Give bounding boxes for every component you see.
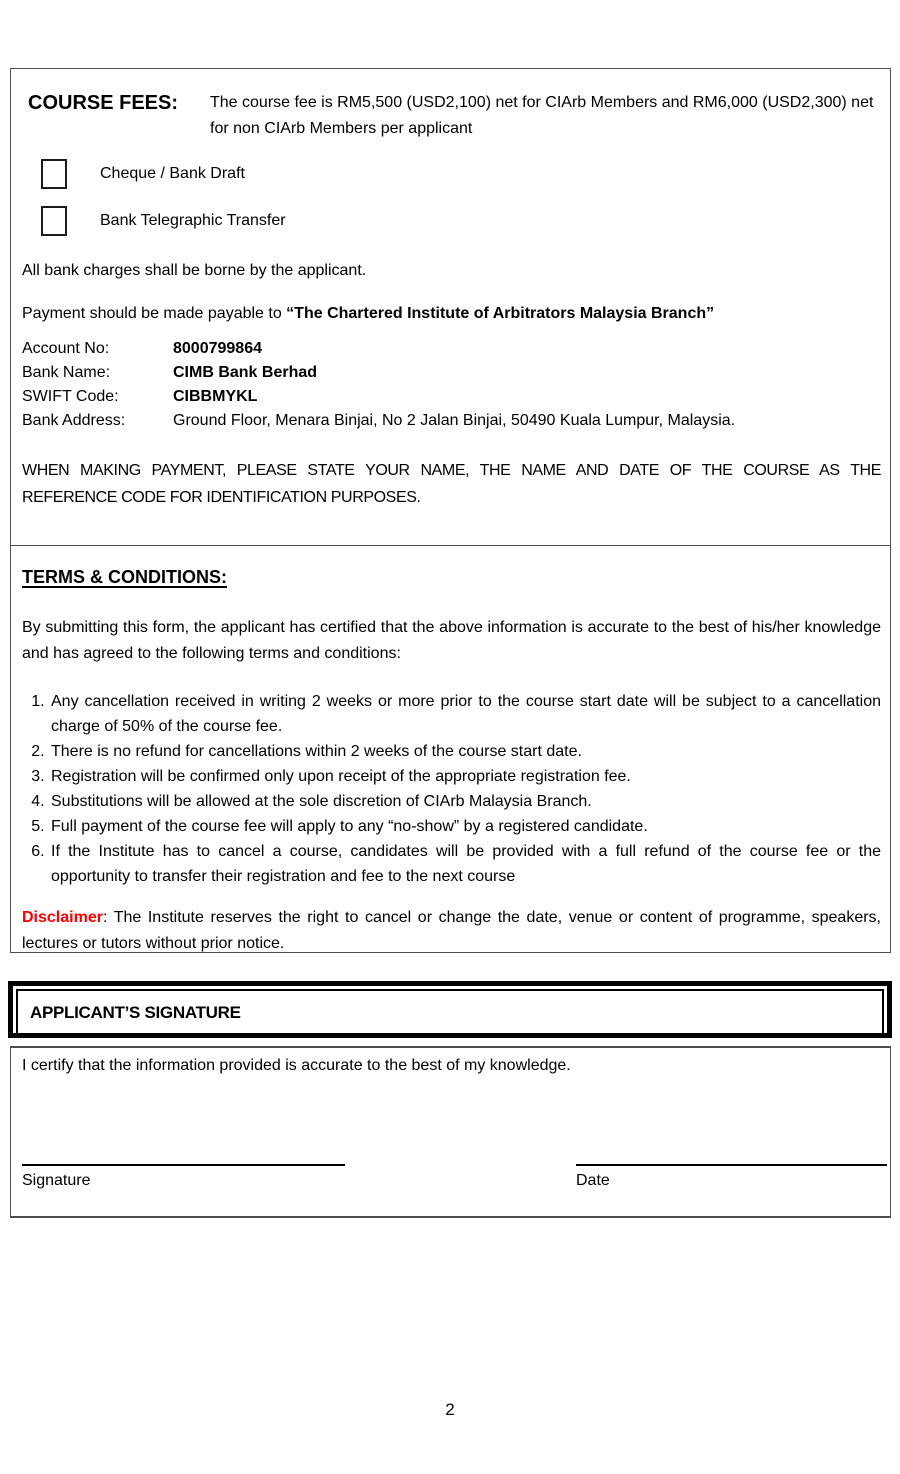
terms-heading: TERMS & CONDITIONS: xyxy=(22,567,227,587)
date-line[interactable] xyxy=(576,1164,887,1166)
payment-reference-note-line2: REFERENCE CODE FOR IDENTIFICATION PURPOSES. xyxy=(22,489,421,506)
swift-code-row xyxy=(22,385,881,409)
payment-reference-note xyxy=(22,457,881,511)
payable-prefix: Payment should be made payable to xyxy=(22,305,287,322)
account-number-value: 8000799864 xyxy=(173,340,262,357)
payment-reference-note-line1: WHEN MAKING PAYMENT, PLEASE STATE YOUR NAME, THE NAME AND DATE OF THE COURSE AS THE xyxy=(22,462,881,479)
payable-line xyxy=(22,302,881,326)
terms-item-5: 5. Full payment of the course fee will apply to any “no-show” by a registered candidate. xyxy=(49,814,881,839)
date-label: Date xyxy=(576,1172,610,1189)
payment-option-transfer xyxy=(41,206,881,236)
bank-charges-note: All bank charges shall be borne by the applicant. xyxy=(22,262,367,279)
terms-item-4: 4. Substitutions will be allowed at the sole discretion of CIArb Malaysia Branch. xyxy=(49,789,881,814)
bank-address-row xyxy=(22,409,881,433)
terms-intro: By submitting this form, the applicant has certified that the above information is accurate to the best of his/her knowledge and has agreed to the following terms and conditions: xyxy=(22,619,881,662)
terms-item-3: 3. Registration will be confirmed only upon receipt of the appropriate registration fee. xyxy=(49,764,881,789)
signature-line[interactable] xyxy=(22,1164,345,1166)
page-number: 2 xyxy=(445,1400,455,1419)
swift-code-value: CIBBMYKL xyxy=(173,388,258,405)
bank-telegraphic-transfer-checkbox[interactable] xyxy=(41,206,67,236)
disclaimer-text: : The Institute reserves the right to cancel or change the date, venue or content of programme, speakers, lectures or tutors without prior notice. xyxy=(22,909,881,952)
disclaimer-label: Disclaimer xyxy=(22,909,103,926)
terms-list xyxy=(22,689,881,889)
applicant-signature-header-inner xyxy=(16,989,884,1036)
course-fees-terms-box xyxy=(10,68,891,953)
terms-item-6: 6. If the Institute has to cancel a course, candidates will be provided with a full refund of the course fee or the opportunity to transfer their registration and fee to the next course xyxy=(49,839,881,889)
account-number-row xyxy=(22,337,881,361)
payment-option-cheque xyxy=(41,159,881,189)
account-number-label: Account No: xyxy=(22,340,110,357)
bank-address-value: Ground Floor, Menara Binjai, No 2 Jalan Binjai, 50490 Kuala Lumpur, Malaysia. xyxy=(173,412,736,429)
bank-telegraphic-transfer-label: Bank Telegraphic Transfer xyxy=(100,212,286,229)
bank-address-label: Bank Address: xyxy=(22,412,126,429)
bank-name-value: CIMB Bank Berhad xyxy=(173,364,318,381)
signature-label: Signature xyxy=(22,1172,91,1189)
bank-account-details xyxy=(22,337,881,433)
bank-name-label: Bank Name: xyxy=(22,364,111,381)
applicant-signature-header-box xyxy=(8,981,892,1038)
course-fees-header xyxy=(22,90,881,142)
signature-date-box xyxy=(10,1046,891,1218)
bank-name-row xyxy=(22,361,881,385)
cheque-bank-draft-checkbox[interactable] xyxy=(41,159,67,189)
terms-and-conditions-section xyxy=(11,545,890,957)
course-fees-description: The course fee is RM5,500 (USD2,100) net for CIArb Members and RM6,000 (USD2,300) net for non CIArb Members per applicant xyxy=(210,94,874,137)
applicant-signature-heading: APPLICANT’S SIGNATURE xyxy=(30,1002,241,1022)
disclaimer-paragraph xyxy=(22,905,881,957)
swift-code-label: SWIFT Code: xyxy=(22,388,119,405)
course-fees-heading: COURSE FEES: xyxy=(28,92,179,114)
cheque-bank-draft-label: Cheque / Bank Draft xyxy=(100,165,245,182)
terms-item-2: 2. There is no refund for cancellations within 2 weeks of the course start date. xyxy=(49,739,881,764)
course-fees-section xyxy=(11,90,890,545)
certify-statement: I certify that the information provided is accurate to the best of my knowledge. xyxy=(22,1057,571,1074)
terms-item-1: 1. Any cancellation received in writing 2 weeks or more prior to the course start date will be subject to a cancellation charge of 50% of the course fee. xyxy=(49,689,881,739)
payable-name: “The Chartered Institute of Arbitrators Malaysia Branch” xyxy=(286,305,715,322)
